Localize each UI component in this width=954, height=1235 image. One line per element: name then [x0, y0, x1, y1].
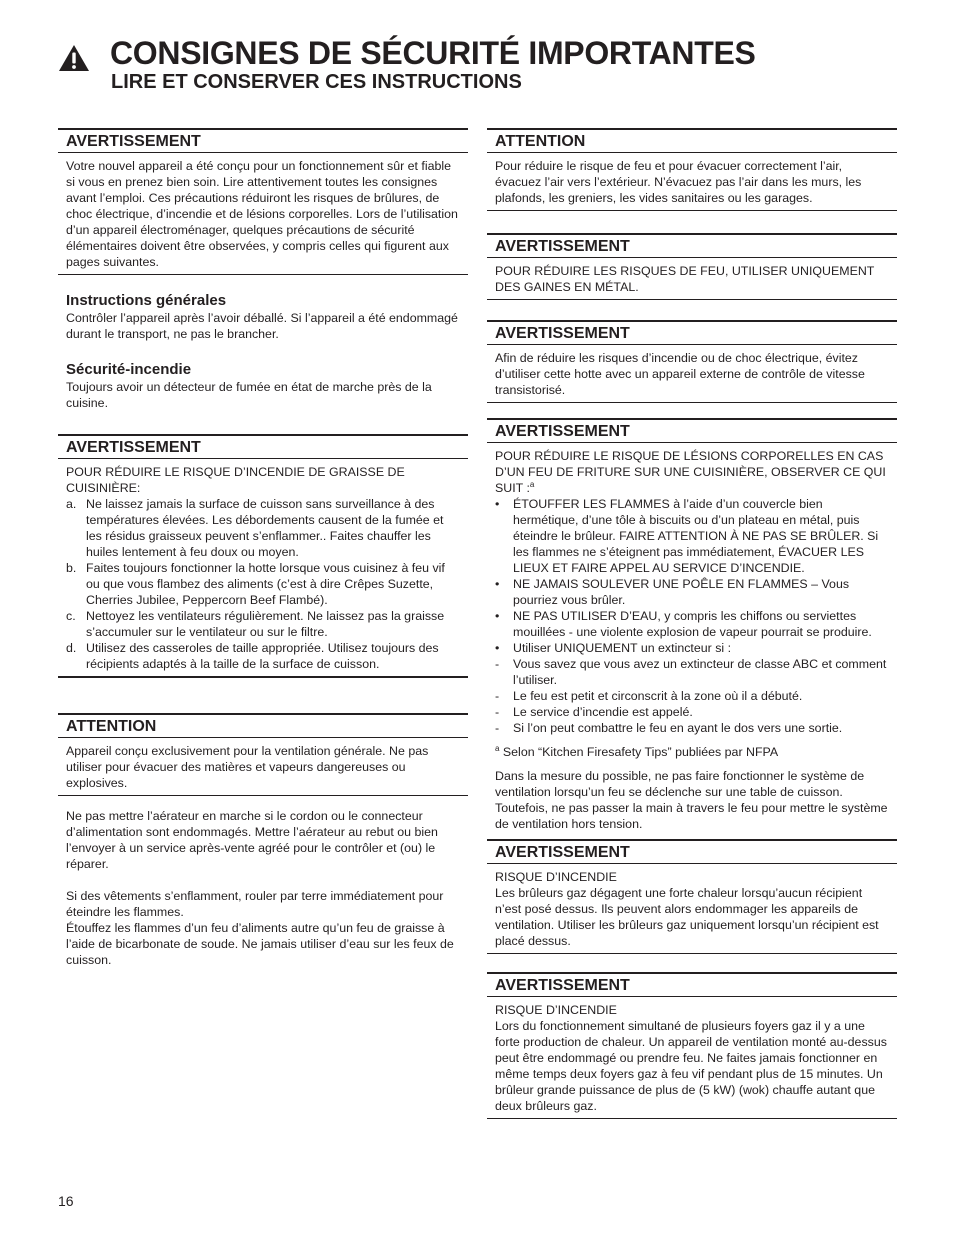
warning-box-intro — [58, 128, 468, 275]
list-item: - Le service d’incendie est appelé. — [495, 705, 693, 719]
cord-paragraph-section — [58, 808, 468, 968]
lettered-list — [66, 496, 460, 672]
left-column — [58, 128, 468, 968]
general-instructions-section — [58, 292, 468, 342]
warning-box-gas-burner — [487, 839, 897, 954]
paragraph: Si des vêtements s’enflamment, rouler par terre immédiatement pour éteindre les flammes. — [66, 889, 444, 919]
box-heading: AVERTISSEMENT — [58, 436, 468, 459]
risk-label: RISQUE D’INCENDIE — [495, 870, 617, 884]
page-number: 16 — [58, 1193, 74, 1209]
box-heading: AVERTISSEMENT — [487, 974, 897, 997]
warning-box-grease-fire — [58, 434, 468, 678]
section-heading: Instructions générales — [66, 292, 227, 309]
list-item: - Vous savez que vous avez un extincteur de classe ABC et comment l’utiliser. — [495, 657, 887, 687]
box-intro: POUR RÉDUIRE LE RISQUE DE LÉSIONS CORPORELLES EN CAS D’UN FEU DE FRITURE SUR UNE CUISINIÈRE, OBSERVER CE QUI SUIT :$^a$ — [495, 449, 886, 495]
box-heading: ATTENTION — [487, 130, 897, 153]
list-item: b. Faites toujours fonctionner la hotte lorsque vous cuisinez à feu vif ou que vous flambez des aliments (c’est à dire Crêpes Suzette, Cherries Jubilee, Peppercorn Beef Flambé). — [66, 561, 445, 607]
list-item: • NE PAS UTILISER D’EAU, y compris les chiffons ou serviettes mouillées - une violente explosion de vapeur pourrait se produire. — [495, 609, 872, 639]
box-heading: AVERTISSEMENT — [58, 130, 468, 153]
box-intro: POUR RÉDUIRE LE RISQUE D’INCENDIE DE GRAISSE DE CUISINIÈRE: — [66, 465, 405, 495]
page-subtitle: LIRE ET CONSERVER CES INSTRUCTIONS — [111, 71, 522, 93]
risk-label: RISQUE D’INCENDIE — [495, 1003, 617, 1017]
section-text: Toujours avoir un détecteur de fumée en état de marche près de la cuisine. — [66, 380, 432, 410]
closing-text: Dans la mesure du possible, ne pas faire fonctionner le système de ventilation lorsqu’un feu se déclenche sur une table de cuisson. Toutefois, ne pas passer la main à travers le feu pour mettre le système de ventilation hors tension. — [495, 769, 888, 831]
paragraph: Ne pas mettre l’aérateur en marche si le cordon ou le connecteur d’alimentation sont endommagés. Mettre l’aérateur au rebut ou bien l’envoyer à un service après-vente agréé pour le contrôler et (ou) le réparer. — [66, 809, 438, 871]
section-heading: Sécurité-incendie — [66, 361, 192, 378]
section-text: Contrôler l’appareil après l’avoir déballé. Si l’appareil a été endommagé durant le transport, ne pas le brancher. — [66, 311, 458, 341]
list-item: • NE JAMAIS SOULEVER UNE POÊLE EN FLAMMES – Vous pourriez vous brûler. — [495, 577, 850, 607]
box-heading: ATTENTION — [58, 715, 468, 738]
box-text: Lors du fonctionnement simultané de plusieurs foyers gaz il y a une forte production de chaleur. Un appareil de ventilation monté au-dessus peut être endommagé ou prendre feu. Ne faites jamais fonctionner en même temps deux foyers gaz à feu vif pendant plus de 15 minutes. Un brûleur grande puissance de plus de (5 kW) (wok) chauffe autant que deux brûleurs gaz. — [495, 1019, 887, 1113]
box-heading: AVERTISSEMENT — [487, 420, 897, 443]
box-text: Appareil conçu exclusivement pour la ventilation générale. Ne pas utiliser pour évacuer des matières et vapeurs dangereuses ou explosives. — [66, 744, 429, 790]
box-text: Pour réduire le risque de feu et pour évacuer correctement l’air, évacuez l’air vers l’extérieur. N’évacuez pas l’air dans les murs, les plafonds, les greniers, les vides sanitaires ou les garages. — [495, 159, 862, 205]
box-text: Votre nouvel appareil a été conçu pour un fonctionnement sûr et fiable si vous en prenez bien soin. Lire attentivement toutes les consignes avant l’emploi. Ces précautions réduiront les risques de brûlures, de choc électrique, d’incendie et de lésions corporelles. Lors de l’utilisation d’un appareil électroménager, quelques précautions de sécurité élémentaires doivent être observées, y compris celles qui figurent aux pages suivantes. — [66, 159, 458, 269]
list-item: - Le feu est petit et circonscrit à la zone où il a débuté. — [495, 689, 803, 703]
list-item: d. Utilisez des casseroles de taille appropriée. Utilisez toujours des récipients adaptés à la taille de la surface de cuisson. — [66, 641, 439, 671]
list-item: c. Nettoyez les ventilateurs régulièrement. Ne laissez pas la graisse s’accumuler sur le ventilateur ou sur le filtre. — [66, 609, 445, 639]
box-text: POUR RÉDUIRE LES RISQUES DE FEU, UTILISER UNIQUEMENT DES GAINES EN MÉTAL. — [495, 264, 875, 294]
warning-box-metal-ducts — [487, 233, 897, 300]
box-heading: AVERTISSEMENT — [487, 841, 897, 864]
list-item: - Si l’on peut combattre le feu en ayant le dos vers une sortie. — [495, 721, 843, 735]
warning-box-multiple-burners — [487, 972, 897, 1119]
dash-list — [495, 656, 889, 736]
box-heading: AVERTISSEMENT — [487, 235, 897, 258]
bullet-list — [495, 496, 889, 656]
right-column — [487, 128, 897, 1119]
box-heading: AVERTISSEMENT — [487, 322, 897, 345]
box-text: Afin de réduire les risques d’incendie ou de choc électrique, évitez d’utiliser cette hotte avec un appareil externe de contrôle de vitesse transistorisé. — [495, 351, 865, 397]
attention-box-ventilation — [58, 713, 468, 796]
list-item: • Utiliser UNIQUEMENT un extincteur si : — [495, 641, 732, 655]
box-text: Les brûleurs gaz dégagent une forte chaleur lorsqu’aucun récipient n’est posé dessus. Ils peuvent alors endommager les appareils de ventilation. Utiliser les brûleurs gaz uniquement lorsqu’un récipient est placé dessus. — [495, 886, 879, 948]
list-item: a. Ne laissez jamais la surface de cuisson sans surveillance à des températures élevées. Les débordements causent de la fumée et les résidus graisseux peuvent s’enflammer.. Faites chauffer les huiles lentement à feu doux ou moyen. — [66, 497, 444, 559]
footnote-marker: a — [529, 479, 535, 489]
warning-box-speed-control — [487, 320, 897, 403]
attention-box-exhaust — [487, 128, 897, 211]
paragraph: Étouffez les flammes d’un feu d’aliments autre qu’un feu de graisse à l’aide de bicarbonate de soude. Ne jamais utiliser d’eau sur les feux de cuisson. — [66, 921, 454, 967]
fire-safety-section — [58, 361, 468, 411]
warning-box-cooktop-fire — [487, 418, 897, 836]
footnote: $^a$ Selon “Kitchen Firesafety Tips” publiées par NFPA — [495, 743, 779, 759]
warning-triangle-icon — [58, 44, 90, 72]
list-item: • ÉTOUFFER LES FLAMMES à l’aide d’un couvercle bien hermétique, d’une tôle à biscuits ou d’un plateau en métal, puis éteindre le brûleur. FAIRE ATTENTION À NE PAS SE BRÛLER. Si les flammes ne s’éteignent pas immédiatement, ÉVACUER LES LIEUX ET FAIRE APPEL AU SERVICE D’INCENDIE. — [495, 497, 879, 575]
page-title: CONSIGNES DE SÉCURITÉ IMPORTANTES — [110, 35, 756, 71]
